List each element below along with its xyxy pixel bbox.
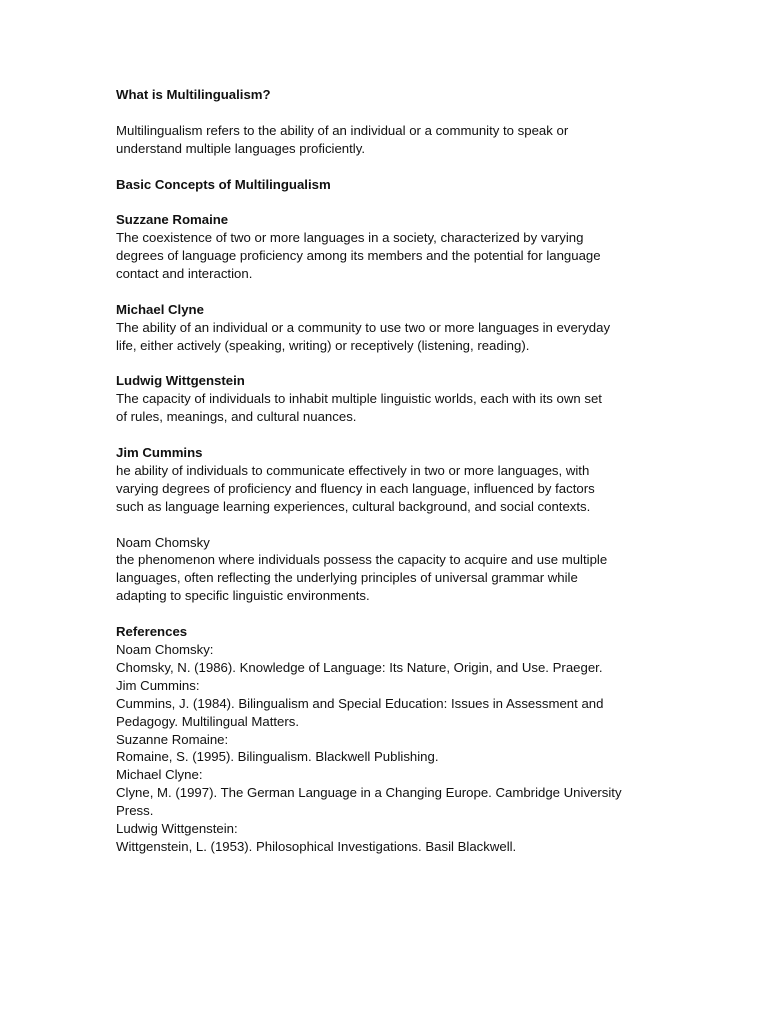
concept-author: Jim Cummins (116, 445, 203, 461)
concept-line: the phenomenon where individuals possess the capacity to acquire and use multiple (116, 552, 608, 568)
concept-author: Suzzane Romaine (116, 212, 229, 228)
concept-line: languages, often reflecting the underlying principles of universal grammar while (116, 570, 578, 586)
reference-author: Jim Cummins: (116, 677, 200, 693)
concept-line: of rules, meanings, and cultural nuances. (116, 409, 357, 425)
document-title: What is Multilingualism? (116, 87, 271, 102)
concept-section-wittgenstein (116, 372, 676, 426)
reference-author: Noam Chomsky: (116, 641, 214, 657)
concept-line: such as language learning experiences, cultural background, and social contexts. (116, 498, 591, 514)
concept-line: The ability of an individual or a community to use two or more languages in everyday (116, 319, 611, 335)
reference-citation: Chomsky, N. (1986). Knowledge of Language: Its Nature, Origin, and Use. Praeger. (116, 659, 603, 675)
reference-citation: Wittgenstein, L. (1953). Philosophical Investigations. Basil Blackwell. (116, 838, 517, 854)
references-section (116, 623, 676, 856)
reference-author: Suzanne Romaine: (116, 731, 229, 747)
concept-line: varying degrees of proficiency and fluency in each language, influenced by factors (116, 480, 595, 496)
concept-author: Noam Chomsky (116, 534, 210, 550)
concept-section-cummins (116, 444, 676, 516)
intro-line: Multilingualism refers to the ability of an individual or a community to speak or (116, 122, 569, 138)
reference-citation: Romaine, S. (1995). Bilingualism. Blackwell Publishing. (116, 749, 439, 765)
references-heading: References (116, 624, 188, 640)
intro-line: understand multiple languages proficiently. (116, 140, 366, 156)
basic-concepts-heading: Basic Concepts of Multilingualism (116, 176, 331, 192)
concept-line: degrees of language proficiency among its members and the potential for language (116, 248, 601, 264)
concept-section-chomsky (116, 534, 676, 606)
reference-citation: Clyne, M. (1997). The German Language in a Changing Europe. Cambridge University (116, 785, 622, 801)
concept-line: life, either actively (speaking, writing) or receptively (listening, reading). (116, 337, 530, 353)
reference-citation: Pedagogy. Multilingual Matters. (116, 713, 300, 729)
reference-author: Ludwig Wittgenstein: (116, 821, 238, 837)
concept-author: Ludwig Wittgenstein (116, 373, 245, 389)
concept-line: The coexistence of two or more languages in a society, characterized by varying (116, 230, 584, 246)
concept-line: adapting to specific linguistic environments. (116, 588, 370, 604)
concept-section-clyne (116, 301, 676, 355)
reference-citation: Cummins, J. (1984). Bilingualism and Special Education: Issues in Assessment and (116, 695, 604, 711)
concept-line: he ability of individuals to communicate effectively in two or more languages, with (116, 462, 590, 478)
concept-section-romaine (116, 211, 676, 283)
reference-author: Michael Clyne: (116, 767, 203, 783)
concept-line: contact and interaction. (116, 266, 253, 282)
reference-citation: Press. (116, 803, 154, 819)
concept-author: Michael Clyne (116, 301, 204, 317)
concept-line: The capacity of individuals to inhabit multiple linguistic worlds, each with its own set (116, 391, 602, 407)
intro-paragraph (116, 122, 676, 158)
document-page (116, 86, 676, 856)
